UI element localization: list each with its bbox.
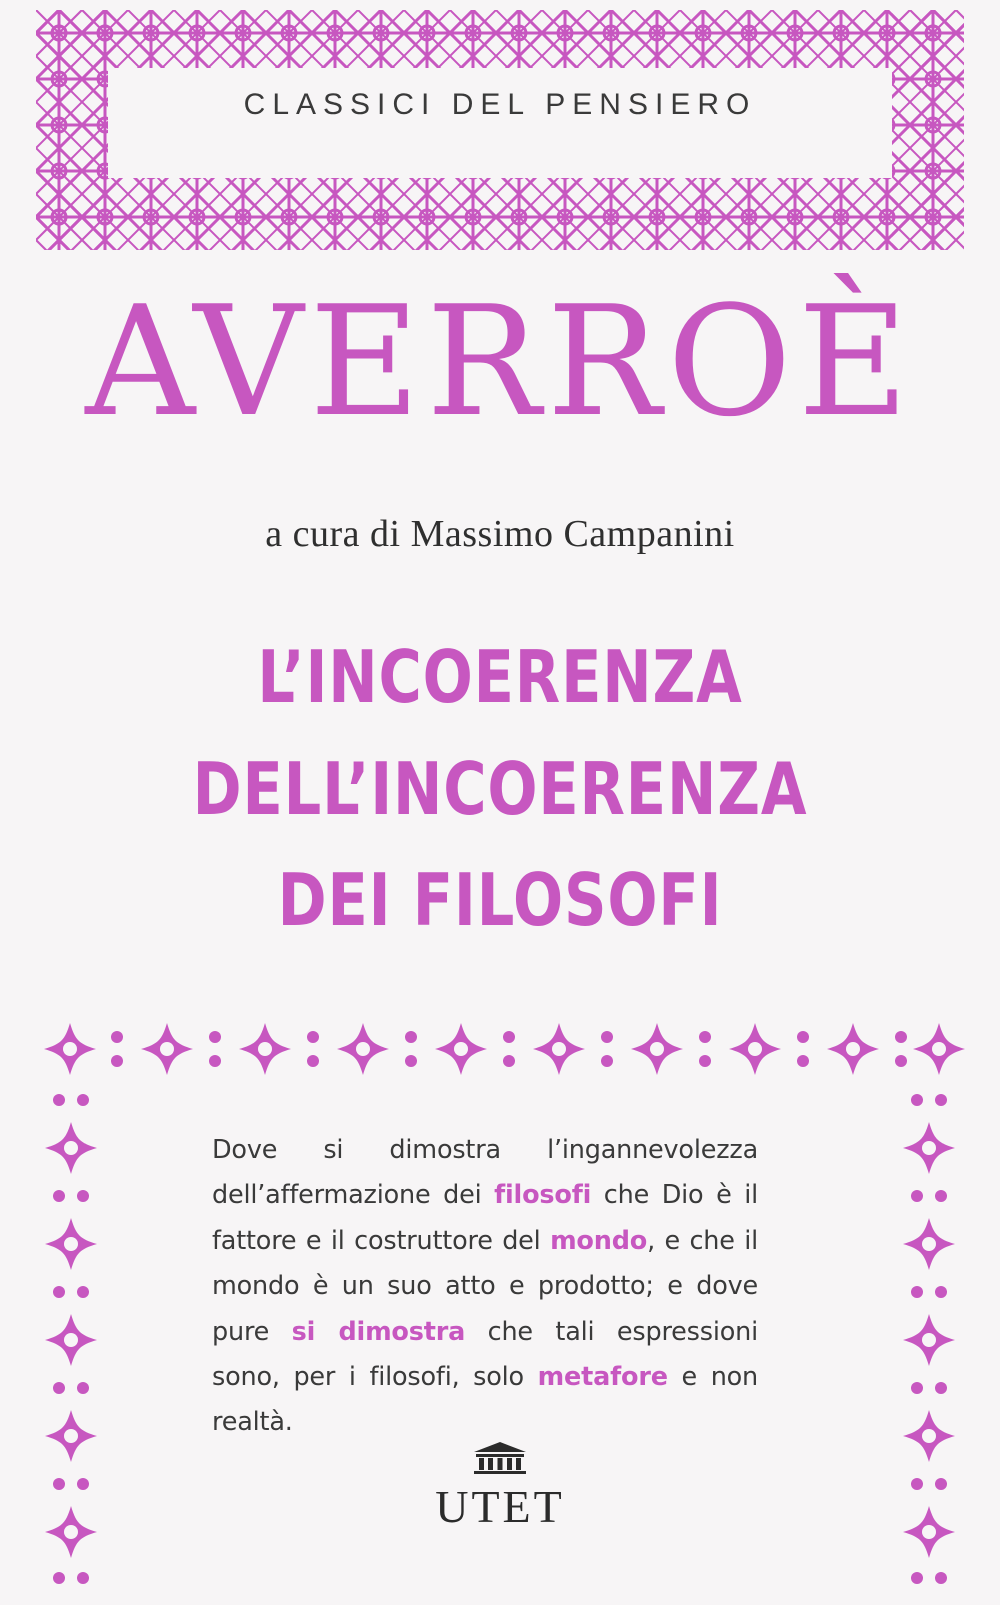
author-name: AVERROÈ [85, 273, 915, 450]
blurb-text: che tali espressioni sono, per i filosofi, solo [212, 1316, 758, 1392]
blurb-highlight: filosofi [494, 1180, 592, 1211]
editor-credit: a cura di Massimo Campanini [265, 513, 735, 555]
blurb-text: Dove si dimostra l’ingannevolezza dell’affermazione dei [212, 1135, 758, 1211]
book-title [0, 622, 1000, 957]
blurb-highlight: si dimostra [291, 1316, 466, 1347]
publisher-logo [0, 1440, 1000, 1533]
building-icon [472, 1440, 528, 1474]
book-title-line: DELL’INCOERENZA [192, 746, 808, 831]
blurb-text: e non realtà. [212, 1361, 759, 1438]
blurb-text: , e che il mondo è un suo atto e prodotto; e dove pure [212, 1225, 759, 1347]
blurb-text: che Dio è il fattore e il costruttore del [212, 1180, 758, 1256]
horizontal-ornament-band [34, 1012, 966, 1086]
cover-blurb [212, 1128, 758, 1446]
book-title-line: DEI FILOSOFI [277, 858, 723, 943]
publisher-name: UTET [435, 1481, 565, 1532]
blurb-highlight: mondo [550, 1225, 648, 1256]
top-ornament-frame [36, 10, 964, 250]
series-title: CLASSICI DEL PENSIERO [243, 88, 757, 121]
blurb-highlight: metafore [537, 1361, 668, 1392]
book-title-line: L’INCOERENZA [257, 635, 743, 719]
